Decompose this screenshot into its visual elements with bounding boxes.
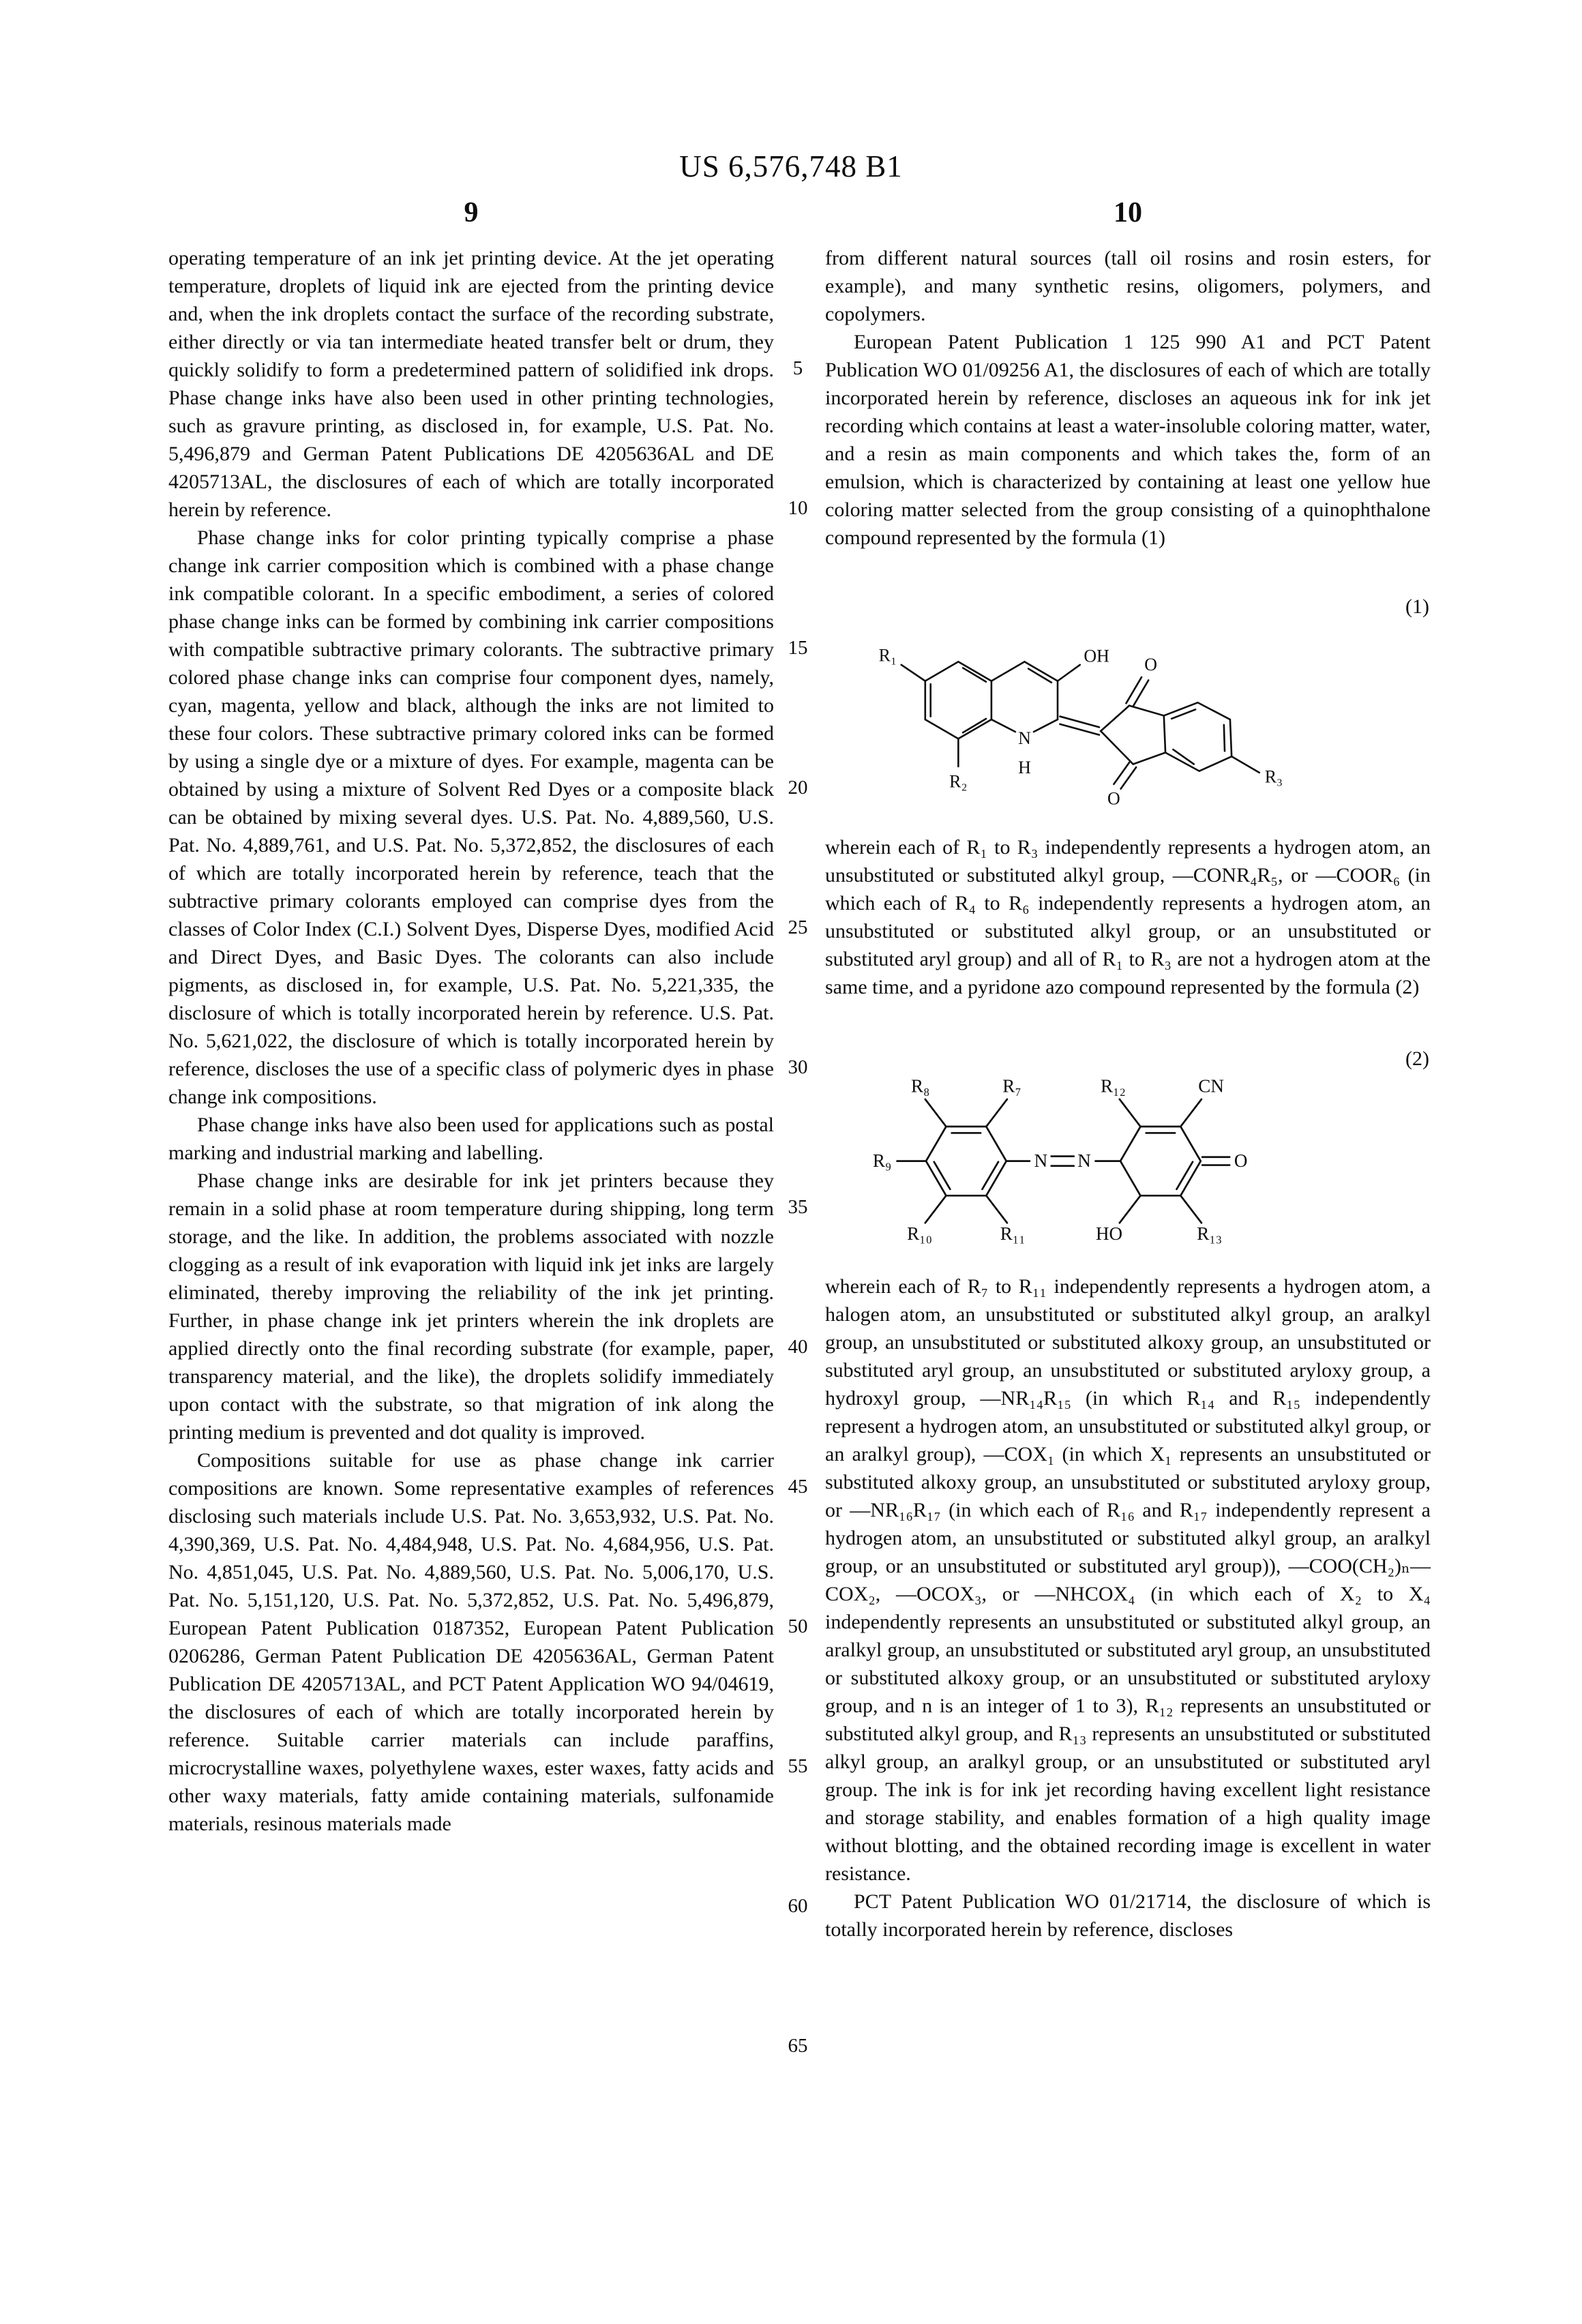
left-column [168, 244, 774, 1838]
r1-label: R₁ [878, 645, 897, 666]
line-number: 35 [788, 1196, 808, 1218]
r7-label: R₇ [1002, 1075, 1021, 1097]
nh-h-label: H [1018, 758, 1031, 778]
quinophthalone-structure-drawing [843, 589, 1320, 820]
cn-label: CN [1198, 1075, 1224, 1097]
line-number: 10 [788, 497, 808, 519]
ring-n-label: N [1018, 728, 1031, 749]
body-paragraph: Phase change inks are desirable for ink jet printers because they remain in a solid phase at room temperature during shipping, long term storage, and the like. In addition, the problems associated with nozzle clogging as a result of ink evaporation with liquid ink jet inks are largely eliminated, thereby improving the reliability of the ink jet printing. Further, in phase change ink jet printers wherein the ink droplets are applied directly onto the final recording substrate (for example, paper, transparency material, and the like), the droplets solidify immediately upon contact with the substrate, so that migration of ink along the printing medium is prevented and dot quality is improved. [168, 1170, 774, 1444]
body-paragraph: Compositions suitable for use as phase change ink carrier compositions are known. Some representative examples of references disclosing such materials include U.S. Pat. No. 3,653,932, U.S. Pat. No. 4,390,369, U.S. Pat. No. 4,484,948, U.S. Pat. No. 4,684,956, U.S. Pat. No. 4,851,045, U.S. Pat. No. 4,889,560, U.S. Pat. No. 5,006,170, U.S. Pat. No. 5,151,120, U.S. Pat. No. 5,372,852, U.S. Pat. No. 5,496,879, European Patent Publication 0187352, European Patent Publication 0206286, German Patent Publication DE 4205636AL, German Patent Publication DE 4205713AL, and PCT Patent Application WO 94/04619, the disclosures of each of which are totally incorporated herein by reference. Suitable carrier materials can include paraffins, microcrystalline waxes, polyethylene waxes, ester waxes, fatty acids and other waxy materials, fatty amide containing materials, sulfonamide materials, resinous materials made [168, 1449, 774, 1835]
body-paragraph: wherein each of R₁ to R₃ independently represents a hydrogen atom, an unsubstituted or substituted alkyl group, —CONR₄R₅, or —COOR₆ (in which each of R₄ to R₆ independently represents a hydrogen atom, an unsubstituted or substituted alkyl group, or an unsubstituted or substituted aryl group) and all of R₁ to R₃ are not a hydrogen atom at the same time, and a pyridone azo compound represented by the formula (2) [825, 836, 1431, 998]
body-paragraph: European Patent Publication 1 125 990 A1 and PCT Patent Publication WO 01/09256 A1, the disclosures of each of which are totally incorporated herein by reference, discloses an aqueous ink for ink jet recording which contains at least a water-insoluble coloring matter, water, and a resin as main components and which takes the, form of an emulsion, which is characterized by containing at least one yellow hue coloring matter selected from the group consisting of a quinophthalone compound represented by the formula (1) [825, 331, 1431, 549]
o-bottom-label: O [1107, 788, 1120, 809]
patent-number: US 6,576,748 B1 [679, 149, 903, 183]
body-paragraph: wherein each of R₇ to R₁₁ independently represents a hydrogen atom, a halogen atom, an unsubstituted or substituted alkyl group, an aralkyl group, an unsubstituted or substituted alkoxy group, an unsubstituted or substituted aryl group, an unsubstituted or substituted aryloxy group, a hydroxyl group, —NR₁₄R₁₅ (in which R₁₄ and R₁₅ independently represent a hydrogen atom, an unsubstituted or substituted alkyl group, or an aralkyl group), —COX₁ (in which X₁ represents an unsubstituted or substituted alkoxy group, an unsubstituted or substituted aryloxy group, or —NR₁₆R₁₇ (in which each of R₁₆ and R₁₇ independently represent a hydrogen atom, an unsubstituted or substituted alkyl group, an aralkyl group, or an unsubstituted or substituted aryl group)), —COO(CH₂)ₙ—COX₂, —OCOX₃, or —NHCOX₄ (in which each of X₂ to X₄ independently represents an unsubstituted or substituted alkyl group, an aralkyl group, an unsubstituted or substituted aryl group, an unsubstituted or substituted alkoxy group, or an unsubstituted or substituted aryloxy group, and n is an integer of 1 to 3), R₁₂ represents an unsubstituted or substituted alkyl group, and R₁₃ represents an unsubstituted or substituted alkyl group, an aralkyl group, or an unsubstituted or substituted aryl group. The ink is for ink jet recording having excellent light resistance and storage stability, and enables formation of a high quality image without blotting, and the obtained recording image is excellent in water resistance. [825, 1275, 1431, 1885]
formula-tag: (2) [1405, 1047, 1429, 1070]
line-number: 15 [788, 637, 808, 659]
body-paragraph: from different natural sources (tall oil rosins and rosin esters, for example), and many synthetic resins, oligomers, polymers, and copolymers. [825, 247, 1431, 325]
line-number: 55 [788, 1755, 808, 1777]
r12-label: R₁₂ [1100, 1075, 1126, 1097]
o-top-label: O [1144, 654, 1157, 674]
r9-label: R₉ [872, 1150, 892, 1171]
azo-n1-label: N [1034, 1150, 1048, 1171]
body-paragraph: operating temperature of an ink jet printing device. At the jet operating temperature, droplets of liquid ink are ejected from the printing device and, when the ink droplets contact the surface of the recording substrate, either directly or via tan intermediate heated transfer belt or drum, they quickly solidify to form a predetermined pattern of solidified ink drops. Phase change inks have also been used in other printing technologies, such as gravure printing, as disclosed in, for example, U.S. Pat. No. 5,496,879 and German Patent Publications DE 4205636AL and DE 4205713AL, the disclosures of each of which are totally incorporated herein by reference. [168, 247, 774, 521]
formula-tag: (1) [1405, 595, 1429, 618]
line-number: 60 [788, 1895, 808, 1917]
chemical-structure-formula-1 [825, 589, 1431, 820]
line-number: 30 [788, 1056, 808, 1078]
r8-label: R₈ [910, 1075, 930, 1097]
body-paragraph: PCT Patent Publication WO 01/21714, the disclosure of which is totally incorporated herein by reference, discloses [825, 1890, 1431, 1941]
ho-label: HO [1095, 1223, 1123, 1245]
line-number: 20 [788, 777, 808, 799]
column-number-right: 10 [1114, 197, 1142, 228]
oh-label: OH [1084, 646, 1109, 666]
body-paragraph: Phase change inks for color printing typically comprise a phase change ink carrier composition which is combined with a phase change ink compatible colorant. In a specific embodiment, a series of colored phase change inks can be formed by combining ink carrier compositions with compatible subtractive primary colorants. The subtractive primary colored phase change inks can comprise four component dyes, namely, cyan, magenta, yellow and black, although the inks are not limited to these four colors. These subtractive primary colored inks can be formed by using a single dye or a mixture of dyes. For example, magenta can be obtained by using a mixture of Solvent Red Dyes or a composite black can be obtained by mixing several dyes. U.S. Pat. No. 4,889,560, U.S. Pat. No. 4,889,761, and U.S. Pat. No. 5,372,852, the disclosures of each of which are totally incorporated herein by reference, teach that the subtractive primary colorants employed can comprise dyes from the classes of Color Index (C.I.) Solvent Dyes, Disperse Dyes, modified Acid and Direct Dyes, and Basic Dyes. The colorants can also include pigments, as disclosed in, for example, U.S. Pat. No. 5,221,335, the disclosure of which is totally incorporated herein by reference. U.S. Pat. No. 5,621,022, the disclosure of which is totally incorporated herein by reference, discloses the use of a specific class of polymeric dyes in phase change ink compositions. [168, 526, 774, 1108]
line-number: 5 [792, 357, 803, 379]
azo-n2-label: N [1077, 1150, 1091, 1171]
line-number: 40 [788, 1336, 808, 1358]
r11-label: R₁₁ [1000, 1223, 1026, 1245]
r3-label: R₃ [1264, 766, 1283, 787]
line-number: 65 [788, 2035, 808, 2057]
o-label: O [1234, 1150, 1248, 1171]
line-number: 50 [788, 1615, 808, 1637]
line-number: 25 [788, 917, 808, 938]
r13-label: R₁₃ [1197, 1223, 1223, 1245]
r2-label: R₂ [949, 771, 968, 792]
body-paragraph: Phase change inks have also been used for applications such as postal marking and industrial marking and labelling. [168, 1114, 774, 1164]
right-column [825, 244, 1431, 1943]
line-number: 45 [788, 1476, 808, 1498]
chemical-structure-formula-2 [825, 1041, 1431, 1257]
column-number-left: 9 [464, 197, 479, 228]
r10-label: R₁₀ [907, 1223, 933, 1245]
pyridone-azo-structure-drawing [846, 1041, 1296, 1257]
